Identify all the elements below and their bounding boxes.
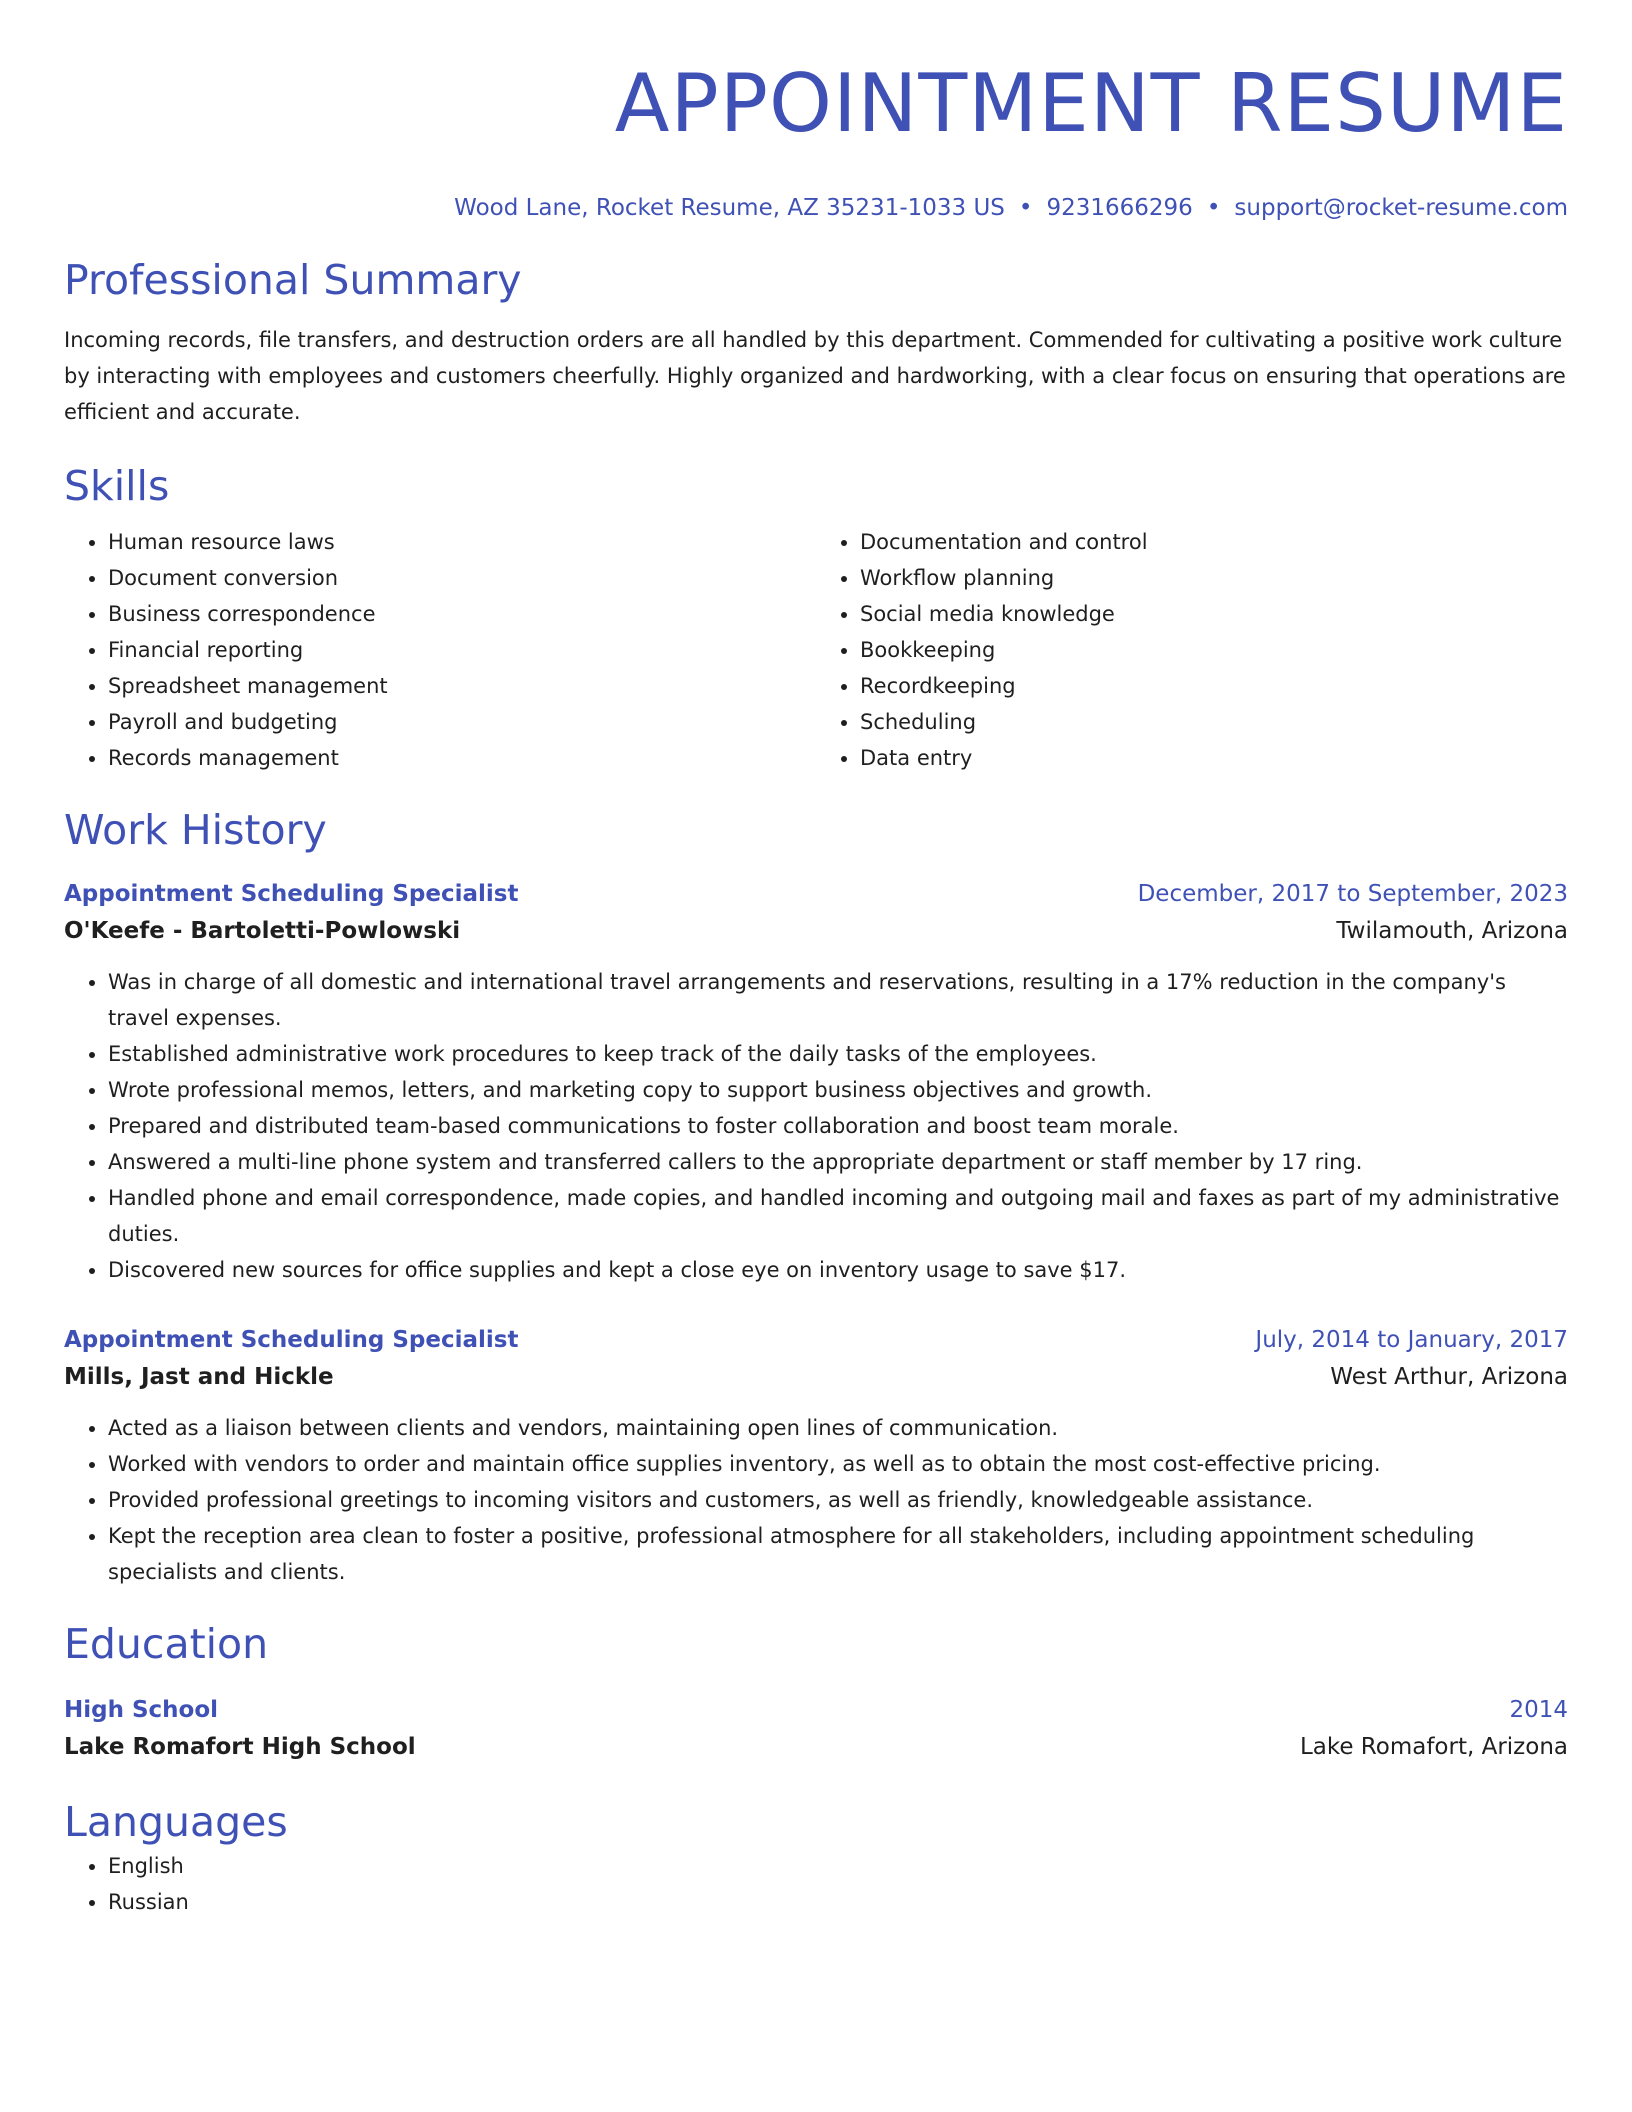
skill-item: • Bookkeeping [860,632,1568,668]
skill-item: • Document conversion [108,560,816,596]
skills-list-left [64,524,816,776]
contact-address: Wood Lane, Rocket Resume, AZ 35231-1033 US [454,195,1005,221]
section-title-languages: Languages [64,1798,288,1846]
job-entry [64,1322,1568,1590]
education-entry [64,1692,1568,1766]
skills-list-right [816,524,1568,776]
skill-item: • Records management [108,740,816,776]
contact-phone[interactable]: 9231666296 [1046,195,1193,221]
job-title: Appointment Scheduling Specialist [64,1327,519,1353]
education-year: 2014 [1509,1697,1568,1723]
education-section [64,1618,1568,1766]
skill-item: • Recordkeeping [860,668,1568,704]
work-history-section [64,804,1568,1590]
education-degree: High School [64,1697,219,1723]
job-bullets [64,964,1568,1288]
skills-columns [64,524,1568,776]
job-entry [64,876,1568,1288]
contact-email[interactable]: support@rocket-resume.com [1234,195,1568,221]
skill-item: • Payroll and budgeting [108,704,816,740]
job-bullet: • Provided professional greetings to incoming visitors and customers, as well as friendly, knowledgeable assistance. [108,1482,1568,1518]
resume-name: APPOINTMENT RESUME [614,57,1568,150]
language-item: • English [108,1848,1568,1884]
skill-item: • Business correspondence [108,596,816,632]
job-title: Appointment Scheduling Specialist [64,881,519,907]
job-header-row [64,1322,1568,1358]
job-bullet: • Discovered new sources for office supplies and kept a close eye on inventory usage to save $17. [108,1252,1568,1288]
skill-item: • Documentation and control [860,524,1568,560]
education-school: Lake Romafort High School [64,1734,416,1760]
job-employer-row [64,1358,1568,1396]
job-bullet: • Worked with vendors to order and maintain office supplies inventory, as well as to obtain the most cost-effective pricing. [108,1446,1568,1482]
job-bullet: • Was in charge of all domestic and international travel arrangements and reservations, resulting in a 17% reduction in the company's travel expenses. [108,964,1568,1036]
job-location: West Arthur, Arizona [1330,1364,1568,1390]
job-header-row [64,876,1568,912]
contact-separator: • [1206,195,1221,221]
education-school-row [64,1728,1568,1766]
skill-item: • Financial reporting [108,632,816,668]
skill-item: • Data entry [860,740,1568,776]
section-title-skills: Skills [64,462,170,510]
job-employer: Mills, Jast and Hickle [64,1364,334,1390]
skill-item: • Scheduling [860,704,1568,740]
skill-item: • Spreadsheet management [108,668,816,704]
skill-item: • Human resource laws [108,524,816,560]
job-location: Twilamouth, Arizona [1336,918,1568,944]
job-bullet: • Handled phone and email correspondence, made copies, and handled incoming and outgoing mail and faxes as part of my administrative duties. [108,1180,1568,1252]
skill-item: • Workflow planning [860,560,1568,596]
education-location: Lake Romafort, Arizona [1299,1734,1568,1760]
section-title-work-history: Work History [64,806,327,854]
job-employer: O'Keefe - Bartoletti-Powlowski [64,918,461,944]
summary-text: Incoming records, file transfers, and destruction orders are all handled by this department. Commended for cultivating a positive work culture by interacting with employees and customers cheerfully. Highly organized and hardworking, with a clear focus on ensuring that operations are efficient and accurate. [64,328,1566,424]
job-dates: December, 2017 to September, 2023 [1137,881,1568,907]
job-dates: July, 2014 to January, 2017 [1255,1327,1568,1353]
section-title-summary: Professional Summary [64,256,522,304]
skills-section [64,460,1568,776]
section-title-education: Education [64,1620,269,1668]
job-employer-row [64,912,1568,950]
job-bullet: • Kept the reception area clean to foster a positive, professional atmosphere for all stakeholders, including appointment scheduling specialists and clients. [108,1518,1568,1590]
job-bullet: • Wrote professional memos, letters, and marketing copy to support business objectives and growth. [108,1072,1568,1108]
languages-list [64,1848,1568,1920]
contact-separator: • [1018,195,1033,221]
job-bullet: • Acted as a liaison between clients and vendors, maintaining open lines of communication. [108,1410,1568,1446]
job-bullet: • Answered a multi-line phone system and transferred callers to the appropriate department or staff member by 17 ring. [108,1144,1568,1180]
resume-header [64,56,1568,224]
languages-section [64,1796,1568,1920]
contact-line [64,192,1568,224]
job-bullet: • Established administrative work procedures to keep track of the daily tasks of the employees. [108,1036,1568,1072]
education-header-row [64,1692,1568,1728]
skill-item: • Social media knowledge [860,596,1568,632]
language-item: • Russian [108,1884,1568,1920]
job-bullet: • Prepared and distributed team-based communications to foster collaboration and boost team morale. [108,1108,1568,1144]
job-bullets [64,1410,1568,1590]
summary-section [64,254,1568,430]
